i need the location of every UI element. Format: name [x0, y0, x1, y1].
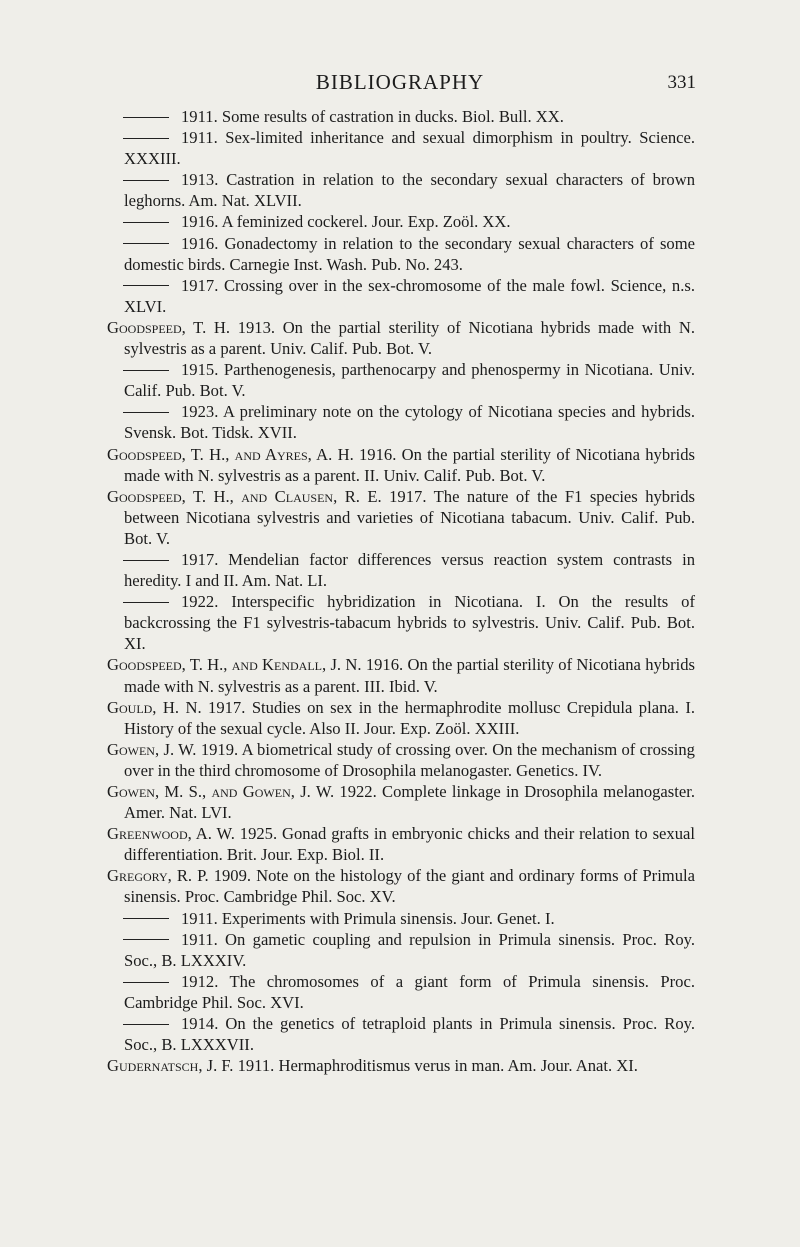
ditto-dash: [123, 560, 169, 561]
entry-text: 1909. Note on the histology of the giant and ordinary forms of Primula sinensis. Proc. Cambridge Phil. Soc. XV.: [124, 866, 695, 907]
bibliography-entry: [107, 401, 695, 443]
entry-text: 1922. Interspecific hybridization in Nicotiana. I. On the results of backcrossing the F1 sylvestris-tabacum hybrids to sylvestris. Univ. Calif. Pub. Bot. XI.: [124, 592, 695, 654]
entry-text: 1919. A biometrical study of crossing over. On the mechanism of crossing over in the third chromosome of Drosophila melanogaster. Genetics. IV.: [124, 739, 695, 780]
ditto-dash: [123, 982, 169, 983]
running-title: BIBLIOGRAPHY: [315, 70, 485, 94]
ditto-dash: [123, 117, 169, 118]
entry-text: 1912. The chromosomes of a giant form of Primula sinensis. Proc. Cambridge Phil. Soc. XVI.: [124, 971, 695, 1012]
ditto-dash: [123, 138, 169, 139]
entry-text: 1911. Experiments with Primula sinensis. Jour. Genet. I.: [181, 908, 555, 928]
bibliography-entry: [107, 908, 695, 929]
entry-text: 1911. Some results of castration in ducks. Biol. Bull. XX.: [181, 107, 564, 126]
ditto-dash: [123, 180, 169, 181]
bibliography-entry: [107, 106, 695, 127]
bibliography-entry: [107, 865, 695, 907]
entry-author: Goodspeed, T. H.: [107, 317, 231, 337]
entry-text: 1922. Complete linkage in Drosophila melanogaster. Amer. Nat. LVI.: [124, 782, 695, 823]
entry-text: 1917. The nature of the F1 species hybrids between Nicotiana sylvestris and varieties of Nicotiana tabacum. Univ. Calif. Pub. Bot. V.: [124, 486, 695, 548]
ditto-dash: [123, 243, 169, 244]
bibliography-entry: [107, 549, 695, 591]
entry-text: 1916. Gonadectomy in relation to the secondary sexual characters of some domestic birds. Carnegie Inst. Wash. Pub. No. 243.: [124, 233, 695, 274]
entry-author: Goodspeed, T. H., and Kendall, J. N.: [107, 655, 362, 675]
bibliography-list: [107, 106, 695, 1076]
ditto-dash: [123, 412, 169, 413]
bibliography-entry: [107, 823, 695, 865]
bibliography-entry: [107, 781, 695, 823]
ditto-dash: [123, 939, 169, 940]
page-number: 331: [667, 72, 696, 93]
entry-author: Gould, H. N.: [107, 697, 202, 717]
bibliography-entry: [107, 929, 695, 971]
bibliography-entry: [107, 739, 695, 781]
bibliography-entry: [107, 444, 695, 486]
entry-text: 1917. Crossing over in the sex-chromosome of the male fowl. Science, n.s. XLVI.: [124, 275, 695, 316]
entry-text: 1916. A feminized cockerel. Jour. Exp. Zoöl. XX.: [181, 212, 511, 232]
bibliography-entry: [107, 211, 695, 232]
ditto-dash: [123, 602, 169, 603]
ditto-dash: [123, 1024, 169, 1025]
entry-text: 1923. A preliminary note on the cytology of Nicotiana species and hybrids. Svensk. Bot. Tidsk. XVII.: [124, 402, 695, 443]
bibliography-entry: [107, 1013, 695, 1055]
ditto-dash: [123, 222, 169, 223]
bibliography-entry: [107, 233, 695, 275]
entry-author: Goodspeed, T. H., and Ayres, A. H.: [107, 444, 354, 464]
entry-author: Gregory, R. P.: [107, 866, 209, 886]
bibliography-entry: [107, 317, 695, 359]
entry-text: 1911. On gametic coupling and repulsion in Primula sinensis. Proc. Roy. Soc., B. LXXXIV.: [124, 929, 695, 970]
bibliography-entry: [107, 697, 695, 739]
entry-text: 1925. Gonad grafts in embryonic chicks and their relation to sexual differentiation. Brit. Jour. Exp. Biol. II.: [124, 824, 695, 865]
bibliography-entry: [107, 275, 695, 317]
entry-text: 1913. Castration in relation to the secondary sexual characters of brown leghorns. Am. Nat. XLVII.: [124, 170, 695, 211]
entry-author: Gudernatsch, J. F.: [107, 1056, 234, 1076]
entry-author: Greenwood, A. W.: [107, 824, 235, 844]
entry-text: 1916. On the partial sterility of Nicotiana hybrids made with N. sylvestris as a parent. III. Ibid. V.: [124, 655, 696, 696]
bibliography-entry: [107, 654, 695, 696]
entry-author: Gowen, M. S., and Gowen, J. W.: [107, 782, 335, 801]
entry-text: 1916. On the partial sterility of Nicotiana hybrids made with N. sylvestris as a parent. II. Univ. Calif. Pub. Bot. V.: [124, 444, 696, 485]
bibliography-entry: [107, 1055, 695, 1076]
entry-text: 1914. On the genetics of tetraploid plants in Primula sinensis. Proc. Roy. Soc., B. LXXXVII.: [124, 1014, 695, 1055]
bibliography-entry: [107, 169, 695, 211]
entry-text: 1911. Sex-limited inheritance and sexual dimorphism in poultry. Science. XXXIII.: [124, 128, 695, 169]
entry-text: 1915. Parthenogenesis, parthenocarpy and phenospermy in Nicotiana. Univ. Calif. Pub. Bot. V.: [124, 360, 695, 401]
bibliography-entry: [107, 127, 695, 169]
bibliography-entry: [107, 971, 695, 1013]
bibliography-entry: [107, 591, 695, 654]
entry-author: Goodspeed, T. H., and Clausen, R. E.: [107, 486, 382, 506]
page-header: [0, 70, 800, 100]
bibliography-entry: [107, 486, 695, 549]
entry-text: 1913. On the partial sterility of Nicotiana hybrids made with N. sylvestris as a parent. Univ. Calif. Pub. Bot. V.: [124, 317, 695, 359]
ditto-dash: [123, 370, 169, 371]
entry-author: Gowen, J. W.: [107, 739, 197, 759]
entry-text: 1917. Studies on sex in the hermaphrodite mollusc Crepidula plana. I. History of the sexual cycle. Also II. Jour. Exp. Zoöl. XXIII.: [124, 697, 695, 738]
bibliography-entry: [107, 359, 695, 401]
entry-text: 1911. Hermaphroditismus verus in man. Am. Jour. Anat. XI.: [233, 1056, 638, 1076]
ditto-dash: [123, 918, 169, 919]
entry-text: 1917. Mendelian factor differences versus reaction system contrasts in heredity. I and II. Am. Nat. LI.: [124, 549, 695, 591]
ditto-dash: [123, 285, 169, 286]
